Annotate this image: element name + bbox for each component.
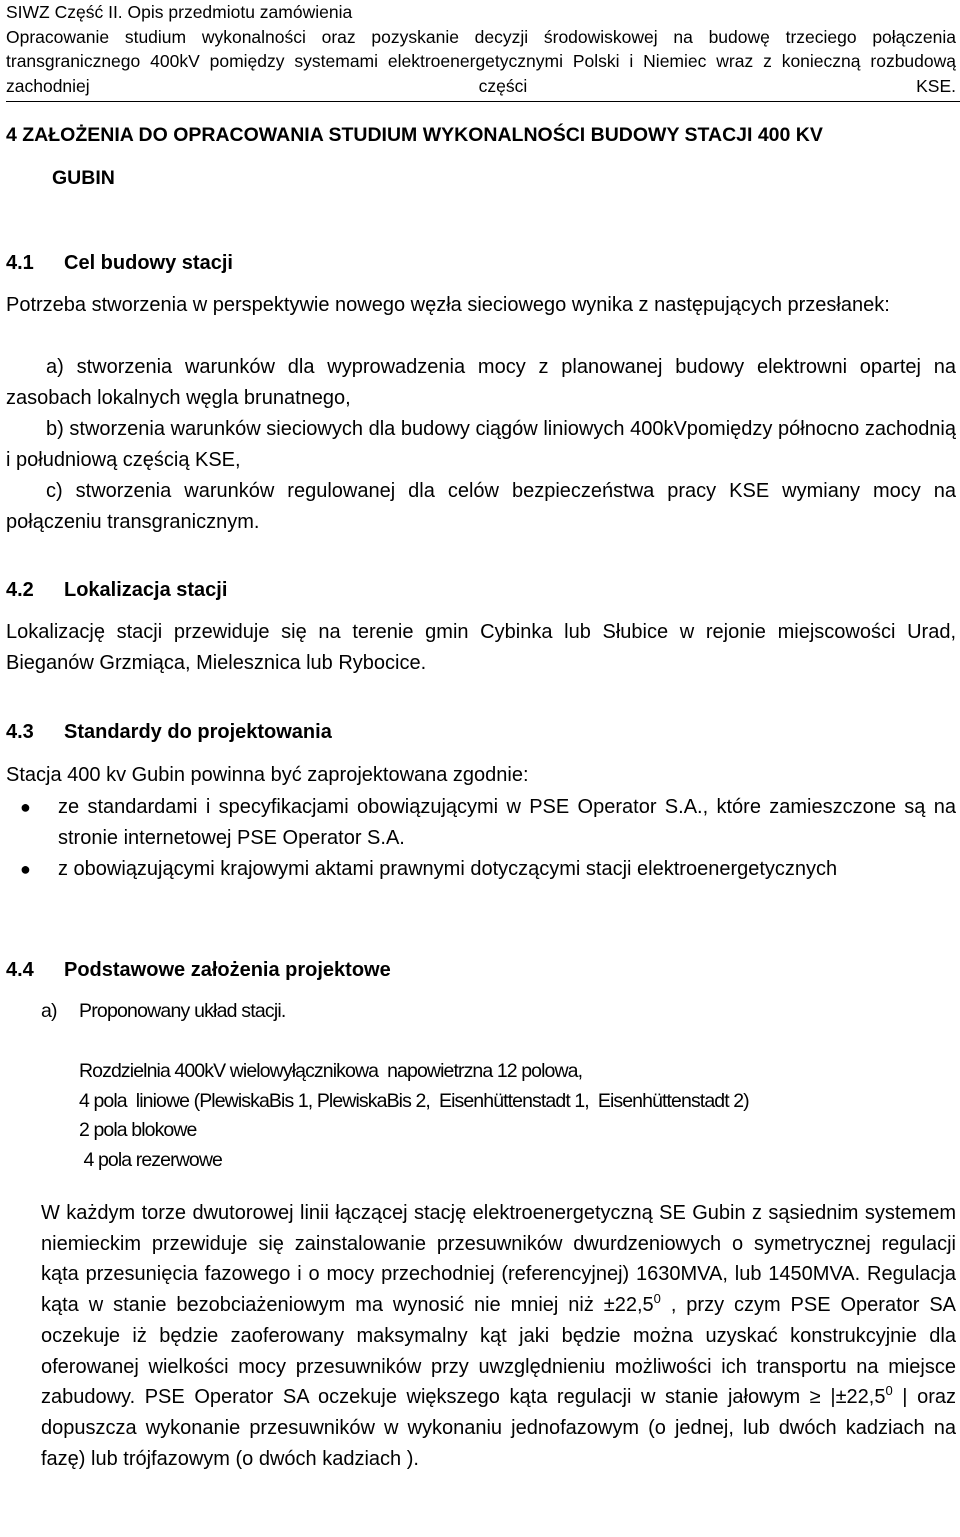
paragraph-text-2: , przy czym PSE Operator SA oczekuje iż będzie zaoferowany maksymalny kąt jaki będzie można uzyskać konstrukcyjnie dla oferowanej wielkości mocy przesuwników przy uwzględnieniu możliwości ich transportu na miejsce zabudowy. PSE Operator SA oczekuje większego kąta regulacji w stanie jałowym ≥ |±22,5 [41, 1294, 957, 1409]
degree-superscript: 0 [885, 1383, 893, 1399]
section-4-4-heading [6, 956, 391, 984]
section-4-2-text: Lokalizację stacji przewiduje się na terenie gmin Cybinka lub Słubice w rejonie miejscowości Urad, Bieganów Grzmiąca, Mielesznica lub Rybocice. [6, 621, 956, 674]
section-4-2-heading [6, 576, 227, 604]
phase-shifter-paragraph [41, 1198, 956, 1474]
document-header [6, 0, 956, 98]
section-number: 4.1 [6, 252, 34, 274]
list-item-text: z obowiązującymi krajowymi aktami prawnymi dotyczącymi stacji elektroenergetycznych [58, 858, 838, 880]
item-b-text: b) stworzenia warunków sieciowych dla budowy ciągów liniowych 400kVpomiędzy północno zachodnią i południową częścią KSE, [6, 418, 956, 471]
station-layout [79, 1057, 749, 1175]
header-divider [6, 101, 960, 102]
standards-list [6, 792, 956, 885]
section-4-1-intro: Potrzeba stworzenia w perspektywie nowego węzła sieciowego wynika z następujących przesłanek: [6, 294, 890, 316]
section-title: Lokalizacja stacji [64, 579, 228, 601]
sub-title: Proponowany układ stacji. [79, 1000, 286, 1022]
list-item [6, 792, 956, 854]
bullet-icon: ● [20, 797, 31, 817]
section-number: 4.3 [6, 721, 34, 743]
section-4-1-item-a [6, 352, 956, 414]
list-item [6, 854, 956, 885]
sub-letter: a) [41, 1000, 57, 1022]
switchgear-line: Rozdzielnia 400kV wielowyłącznikowa napowietrzna 12 polowa, [79, 1060, 583, 1082]
header-subtitle: Opracowanie studium wykonalności oraz pozyskanie decyzji środowiskowej na budowę trzeciego połączenia transgranicznego 400kV pomiędzy systemami elektroenergetycznymi Polski i Niemiec wraz z konieczną rozbudową zachodniej części KSE. [6, 26, 956, 96]
section-title: Cel budowy stacji [64, 252, 233, 274]
section-4-3-intro: Stacja 400 kv Gubin powinna być zaprojektowana zgodnie: [6, 764, 529, 786]
section-4-3-heading [6, 718, 332, 746]
section-4-1-item-b [6, 414, 956, 476]
section-title: Podstawowe założenia projektowe [64, 959, 391, 981]
section-4-1-heading [6, 249, 233, 277]
item-a-text: a) stworzenia warunków dla wyprowadzenia mocy z planowanej budowy elektrowni opartej na zasobach lokalnych węgla brunatnego, [6, 356, 956, 409]
block-bays: 2 pola blokowe [79, 1119, 197, 1141]
line-bays: 4 pola liniowe (PlewiskaBis 1, PlewiskaBis 2, Eisenhüttenstadt 1, Eisenhüttenstadt 2) [79, 1089, 749, 1112]
reserve-bays: 4 pola rezerwowe [79, 1148, 222, 1171]
section-4-1-item-c [6, 476, 956, 538]
section-number: 4.2 [6, 579, 34, 601]
paragraph-text-1: W każdym torze dwutorowej linii łączącej stację elektroenergetyczną SE Gubin z sąsiednim systemem niemieckim przewiduje się zainstalowanie przesuwników dwurdzeniowych o symetrycznej regulacji kąta przesunięcia fazowego i o mocy przechodniej (referencyjnej) 1630MVA, lub 1450MVA. Regulacja kąta w stanie bezobciażeniowym ma wynosić nie mniej niż ±22,5 [41, 1202, 956, 1317]
proposal-subheading [41, 1000, 286, 1023]
chapter-title: 4 ZAŁOŻENIA DO OPRACOWANIA STUDIUM WYKONALNOŚCI BUDOWY STACJI 400 KV [6, 124, 823, 146]
section-title: Standardy do projektowania [64, 721, 332, 743]
item-c-text: c) stworzenia warunków regulowanej dla celów bezpieczeństwa pracy KSE wymiany mocy na połączeniu transgranicznym. [6, 480, 956, 533]
paragraph-text-3: | oraz dopuszcza wykonanie przesuwników w wykonaniu jednofazowym (o jednej, lub dwóch kadziach na fazę) lub trójfazowym (o dwóch kadziach ). [41, 1386, 957, 1470]
list-item-text: ze standardami i specyfikacjami obowiązującymi w PSE Operator S.A., które zamieszczone są na stronie internetowej PSE Operator S.A. [58, 796, 956, 849]
degree-superscript: 0 [653, 1291, 661, 1307]
chapter-title-continued: GUBIN [52, 167, 115, 189]
section-number: 4.4 [6, 959, 34, 981]
header-title: SIWZ Część II. Opis przedmiotu zamówienia [6, 2, 353, 22]
bullet-icon: ● [20, 859, 31, 879]
